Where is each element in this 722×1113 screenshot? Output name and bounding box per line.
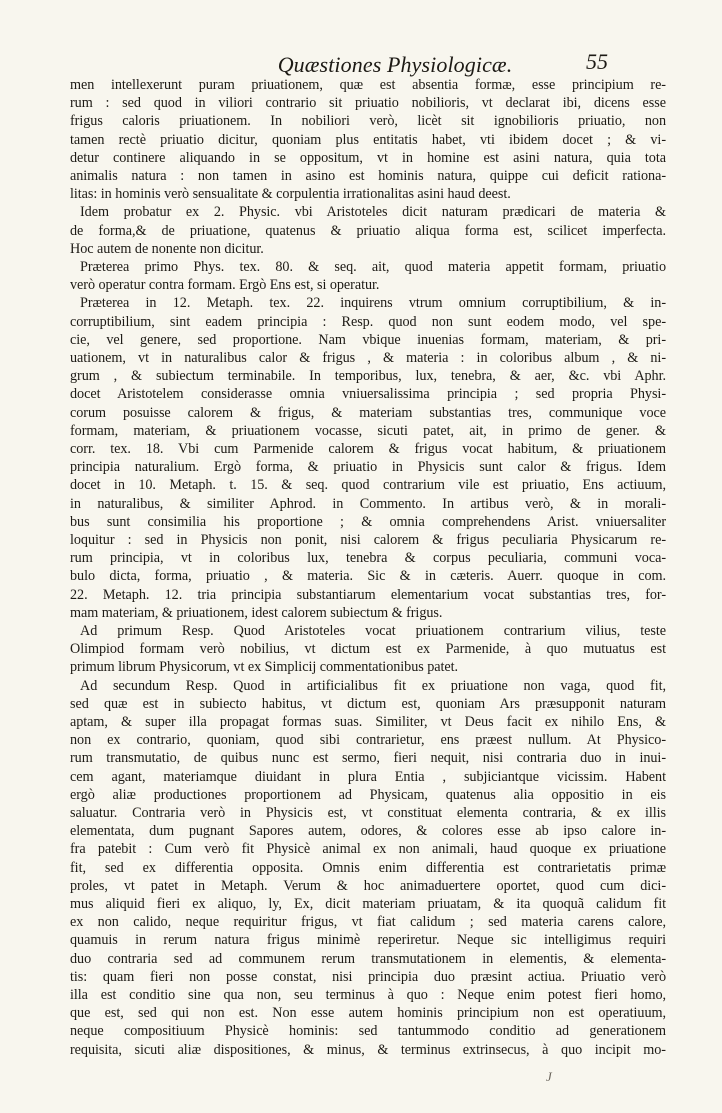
text-line: non ex contrario, quoniam, quod sibi contrarietur, ens præest nullum. At Physico- xyxy=(70,732,666,749)
text-line: detur continere aliquando in se oppositum, vt in homine est asini natura, quia tota xyxy=(70,149,666,166)
text-line: bus sunt consimilia his proportione ; & omnia comprehendens Arist. vniuersaliter xyxy=(70,513,666,530)
text-line: grum , & subiectum terminabile. In temporibus, lux, tenebra, & aer, &c. vbi Aphr. xyxy=(70,368,666,385)
text-line: cem agant, materiamque diuidant in plura Entia , subjiciantque vicissim. Habent xyxy=(70,768,666,785)
text-line: cie, vel genere, sed proportione. Nam vbique inuenias formam, materiam, & pri- xyxy=(70,331,666,348)
text-line: elementata, dum pugnant Sapores autem, odores, & colores esse ab ipso calore in- xyxy=(70,823,666,840)
text-line: sed quæ est in subiecto habitus, vt dictum est, quoniam Ars præsupponit naturam xyxy=(70,695,666,712)
text-line: Præterea in 12. Metaph. tex. 22. inquirens vtrum omnium corruptibilium, & in- xyxy=(80,295,666,312)
text-line: que est, sed qui non est. Non esse autem hominis principium non est operatiuum, xyxy=(70,1005,666,1022)
text-line: rum : sed quod in viliori contrario sit priuatio nobilioris, vt declarat ibi, dicens esse xyxy=(70,95,666,112)
text-line: Idem probatur ex 2. Physic. vbi Aristoteles dicit naturam prædicari de materia & xyxy=(80,204,666,221)
body-text xyxy=(70,76,666,1056)
text-line: rum principia, vt in coloribus lux, tenebra & corpus peculiaria, communi voca- xyxy=(70,550,666,567)
text-line: animalis natura : non tamen in asino est hominis natura, quippe cui deficit rationa- xyxy=(70,168,666,184)
text-line: quamuis in rerum natura frigus minimè reperiretur. Neque sic intelligimus requiri xyxy=(70,932,666,949)
text-line: ex non calido, neque requiritur frigus, vt fiat calidum ; sed materia carens calore, xyxy=(70,914,666,931)
text-line: primum librum Physicorum, vt ex Simplicij commentationibus patet. xyxy=(70,659,459,676)
text-line: de forma,& de priuatione, quatenus & priuatio aliqua forma est, scilicet imperfecta. xyxy=(70,222,666,239)
text-line: fra patebit : Cum verò fit Physicè animal ex non animali, haud quoque ex priuatione xyxy=(70,841,666,858)
text-line: principia naturalium. Ergò forma, & priuatio in Physicis sunt calor & frigus. Idem xyxy=(70,459,666,476)
text-line: rum transmutatio, de quibus nunc est sermo, fieri nequit, nisi contraria duo in inui- xyxy=(70,750,666,767)
text-line: uationem, vt in naturalibus calor & frigus , & materia : in coloribus album , & ni- xyxy=(70,350,666,366)
text-line: docet Aristotelem considerasse omnia vniuersalissima principia ; sed propria Physi- xyxy=(70,386,666,403)
text-line: Hoc autem de nonente non dicitur. xyxy=(70,240,264,257)
page-number: 55 xyxy=(586,49,608,74)
text-line: corr. tex. 18. Vbi cum Parmenide calorem & frigus vocat habitum, & priuationem xyxy=(70,441,666,457)
text-line: mam materiam, & priuationem, idest calorem subiectum & frigus. xyxy=(70,604,443,621)
text-line: tis: quam fieri non posse constat, nisi principia duo præsint actiua. Priuatio verò xyxy=(70,968,666,985)
text-line: bulo dicta, forma, priuatio , & materia. Sic & in cæteris. Auerr. quoque in com. xyxy=(70,568,666,585)
text-line: saluatur. Contraria verò in Physicis est, vt constituat elementa contraria, & ex illis xyxy=(70,805,666,821)
text-line: mus aliquid fieri ex aliquo, ly, Ex, dicit materiam priuatam, & ita quoquã calidum fit xyxy=(70,896,666,912)
text-line: frigus caloris priuationem. In nobiliori verò, licèt sit ignobilioris priuatio, non xyxy=(70,113,666,130)
text-line: duo contraria sed ad communem rerum transmutationem in elementis, & elementa- xyxy=(70,950,666,967)
text-line: Ad primum Resp. Quod Aristoteles vocat priuationem contrarium vilius, teste xyxy=(80,623,666,639)
text-line: aptam, & super illa propagat formas suas. Similiter, vt Deus facit ex nihilo Ens, & xyxy=(70,714,666,730)
text-line: 22. Metaph. 12. tria principia substantiarum elementarium vocat substantias tres, for- xyxy=(70,586,666,603)
text-line: in naturalibus, & similiter Aphrod. in Commento. In artibus verò, & in morali- xyxy=(70,495,666,512)
text-line: litas: in hominis verò sensualitate & corpulentia irrationalitas asini haud deest. xyxy=(70,186,511,203)
text-line: neque compositiuum Physicè hominis: sed tantummodo conditio ad generationem xyxy=(70,1023,666,1040)
text-line: formam, materiam, & priuationem vocasse, sicuti patet, ait, in primo de gener. & xyxy=(70,422,666,439)
text-line: Præterea primo Phys. tex. 80. & seq. ait, quod materia appetit formam, priuatio xyxy=(80,259,666,275)
text-line: fit, sed ex differentia opposita. Omnis enim differentia est contrarietatis primæ xyxy=(70,859,666,876)
running-head: Quæstiones Physiologicæ. xyxy=(277,52,513,77)
text-line: men intellexerunt puram priuationem, quæ est absentia formæ, esse principium re- xyxy=(70,77,666,93)
text-line: docet in 10. Metaph. t. 15. & seq. quod contrarium vile est priuatio, Ens actiuum, xyxy=(70,477,666,494)
text-line xyxy=(70,1059,666,1078)
text-line: corruptibilium, sint eadem principia : Resp. quod non sunt eodem modo, vel spe- xyxy=(70,313,666,330)
text-line: verò operatur contra formam. Ergò Ens est, si operatur. xyxy=(70,277,380,294)
page-mark: J xyxy=(546,1069,552,1084)
text-line: Olimpiod formam verò nobilius, vt dictum est ex Parmenide, à quo mutuatus est xyxy=(70,641,666,658)
text-line: corum posuisse calorem & frigus, & materiam substantias tres, communique voce xyxy=(70,404,666,421)
text-line: proles, vt patet in Metaph. Verum & hoc animaduertere oportet, quod cum dici- xyxy=(70,877,666,894)
text-line: Ad secundum Resp. Quod in artificialibus fit ex priuatione non vaga, quod fit, xyxy=(80,677,666,694)
text-line: illa est conditio sine qua non, seu terminus à quo : Neque enim potest fieri homo, xyxy=(70,987,666,1003)
text-line: requisita, sicuti aliæ dispositiones, & minus, & terminus extrinsecus, à quo incipit mo- xyxy=(70,1041,666,1058)
text-line: loquitur : sed in Physicis non ponit, nisi calorem & frigus peculiaria Physicarum re- xyxy=(70,532,666,548)
text-line: tamen rectè priuatio dicitur, quoniam plus entitatis habet, vti ibidem docet ; & vi- xyxy=(70,131,666,148)
text-line: ergò aliæ productiones proportionem ad Physicam, quatenus alia oppositio in eis xyxy=(70,786,666,803)
